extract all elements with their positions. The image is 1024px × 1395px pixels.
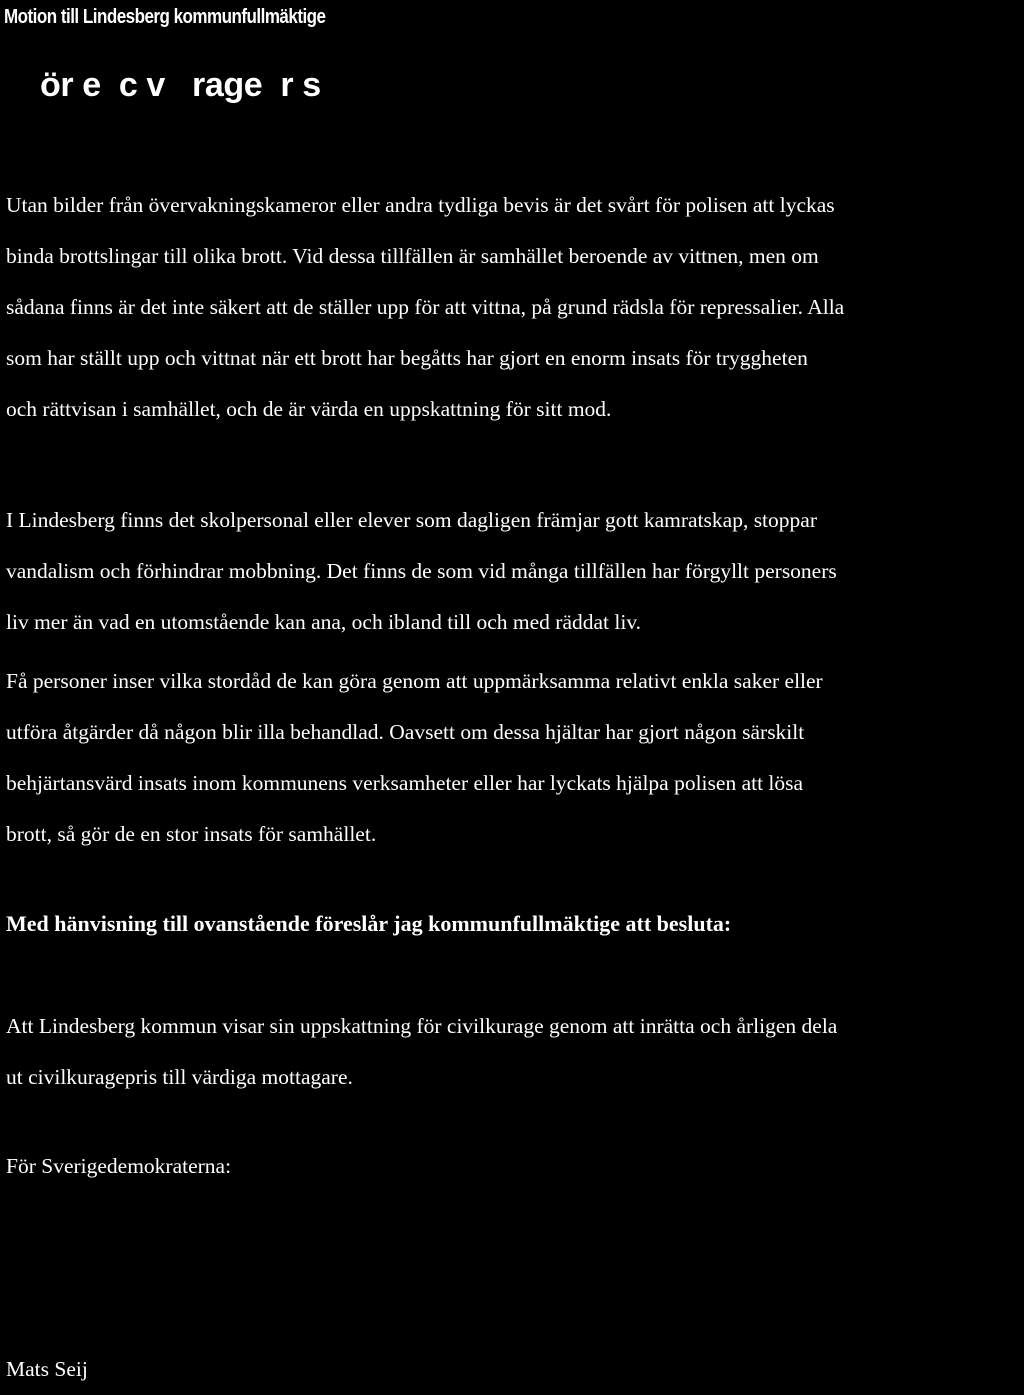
paragraph-line: som har ställt upp och vittnat när ett brott har begåtts har gjort en enorm insats för tryggheten [6, 346, 808, 370]
paragraph-witnesses [6, 180, 1022, 435]
paragraph-line: sådana finns är det inte säkert att de ställer upp för att vittna, på grund rädsla för repressalier. Alla [6, 295, 845, 319]
paragraph-line: binda brottslingar till olika brott. Vid dessa tillfällen är samhället beroende av vittnen, men om [6, 244, 819, 268]
paragraph-line: utföra åtgärder då någon blir illa behandlad. Oavsett om dessa hjältar har gjort någon särskilt [6, 720, 805, 744]
party-line: För Sverigedemokraterna: [6, 1154, 232, 1178]
proposal-heading: Med hänvisning till ovanstående föreslår jag kommunfullmäktige att besluta: [6, 911, 732, 936]
paragraph-line: Utan bilder från övervakningskameror eller andra tydliga bevis är det svårt för polisen att lyckas [6, 193, 835, 217]
paragraph-proposal [6, 1001, 1022, 1103]
paragraph-line: vandalism och förhindrar mobbning. Det finns de som vid många tillfällen har förgyllt personers [6, 559, 837, 583]
document-header: Motion till Lindesberg kommunfullmäktige [4, 6, 326, 28]
paragraph-heroes [6, 656, 1022, 860]
paragraph-line: ut civilkuragepris till värdiga mottagare. [6, 1065, 353, 1089]
paragraph-school [6, 495, 1022, 648]
paragraph-line: Att Lindesberg kommun visar sin uppskattning för civilkurage genom att inrätta och årligen dela [6, 1014, 838, 1038]
paragraph-line: Få personer inser vilka stordåd de kan göra genom att uppmärksamma relativt enkla saker eller [6, 669, 823, 693]
paragraph-line: I Lindesberg finns det skolpersonal eller elever som dagligen främjar gott kamratskap, stoppar [6, 508, 817, 532]
signature-name: Mats Seij [6, 1357, 88, 1381]
paragraph-line: liv mer än vad en utomstående kan ana, och ibland till och med räddat liv. [6, 610, 642, 634]
paragraph-line: behjärtansvärd insats inom kommunens verksamheter eller har lyckats hjälpa polisen att lösa [6, 771, 804, 795]
paragraph-line: och rättvisan i samhället, och de är värda en uppskattning för sitt mod. [6, 397, 612, 421]
paragraph-line: brott, så gör de en stor insats för samhället. [6, 822, 377, 846]
document-title: ör e c v rage r s [40, 66, 321, 104]
